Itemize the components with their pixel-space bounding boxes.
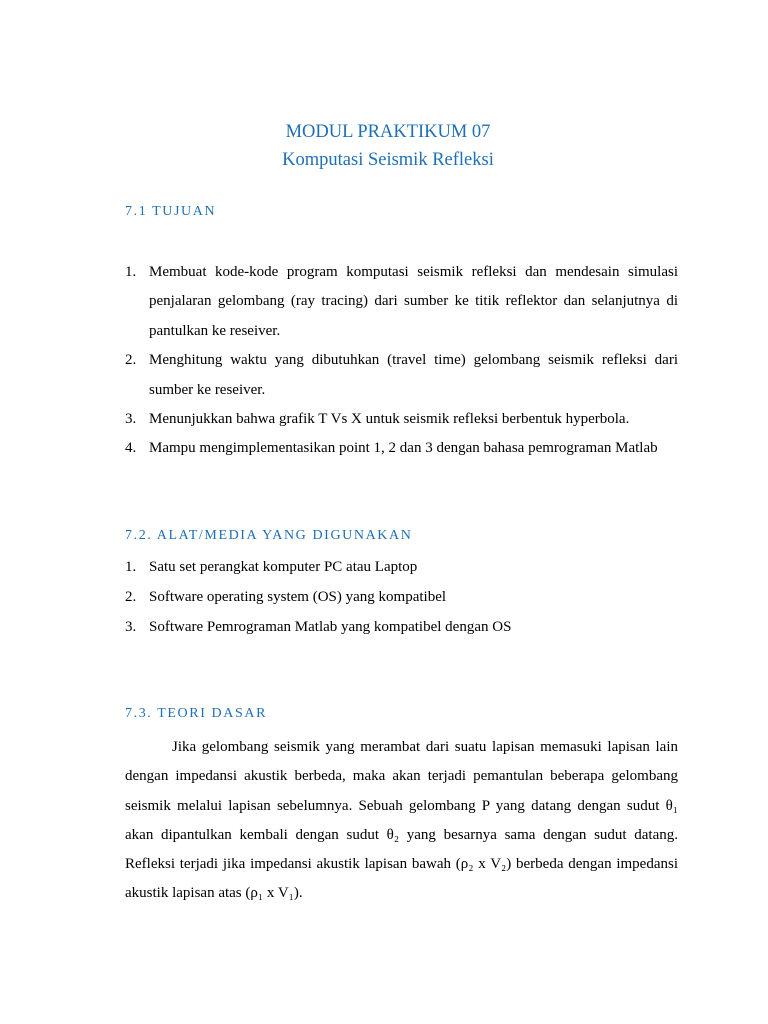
teori-paragraph: Jika gelombang seismik yang merambat dari suatu lapisan memasuki lapisan lain dengan impedansi akustik berbeda, maka akan terjadi pemantulan beberapa gelombang seismik melalui lapisan sebelumnya. Sebuah gelombang P yang datang dengan sudut θ₁ akan dipantulkan kembali dengan sudut θ₂ yang besarnya sama dengan sudut datang. Refleksi terjadi jika impedansi akustik lapisan bawah (ρ₂ x V₂) berbeda dengan impedansi akustik lapisan atas (ρ₁ x V₁). [125,739,678,902]
list-text: Menghitung waktu yang dibutuhkan (travel time) gelombang seismik refleksi dari sumber ke reseiver. [149,352,678,398]
list-number: 1. [125,264,137,280]
list-text: Satu set perangkat komputer PC atau Laptop [149,559,418,575]
list-item [125,582,678,612]
list-number: 3. [125,619,137,635]
title-block [0,118,768,174]
list-text: Software Pemrograman Matlab yang kompatibel dengan OS [149,619,512,635]
heading-alat: 7.2. ALAT/MEDIA YANG DIGUNAKAN [125,528,413,543]
list-number: 3. [125,411,137,428]
list-tujuan [125,258,678,464]
list-text: Membuat kode-kode program komputasi seismik refleksi dan mendesain simulasi penjalaran gelombang (ray tracing) dari sumber ke titik reflektor dan selanjutnya di pantulkan ke reseiver. [149,264,678,339]
list-number: 2. [125,589,137,605]
list-item [125,258,678,346]
list-number: 1. [125,559,137,575]
list-item [125,434,678,463]
list-text: Mampu mengimplementasikan point 1, 2 dan 3 dengan bahasa pemrograman Matlab [149,440,658,457]
heading-teori: 7.3. TEORI DASAR [125,706,268,721]
list-number: 2. [125,352,137,369]
list-number: 4. [125,440,137,457]
list-text: Menunjukkan bahwa grafik T Vs X untuk seismik refleksi berbentuk hyperbola. [149,411,630,428]
list-item [125,552,678,582]
module-subtitle: Komputasi Seismik Refleksi [282,150,494,170]
heading-tujuan: 7.1 TUJUAN [125,204,217,219]
list-item [125,612,678,642]
list-item [125,405,678,434]
list-item [125,346,678,405]
list-text: Software operating system (OS) yang kompatibel [149,589,447,605]
module-title: MODUL PRAKTIKUM 07 [285,122,491,142]
list-alat [125,552,678,642]
